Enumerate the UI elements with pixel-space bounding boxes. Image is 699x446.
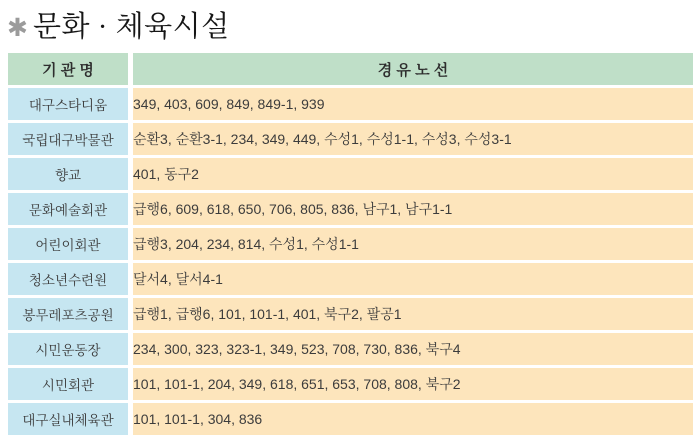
- routes-cell: 349, 403, 609, 849, 849-1, 939: [133, 88, 693, 120]
- section-title: [0, 0, 699, 46]
- routes-cell: 101, 101-1, 204, 349, 618, 651, 653, 708, 808, 북구2: [133, 368, 693, 400]
- table-row: [8, 88, 693, 120]
- institution-cell: 시민회관: [8, 368, 128, 400]
- table-row: [8, 193, 693, 225]
- routes-cell: 급행6, 609, 618, 650, 706, 805, 836, 남구1, 남구1-1: [133, 193, 693, 225]
- institution-cell: 향교: [8, 158, 128, 190]
- table-row: [8, 333, 693, 365]
- routes-cell: 순환3, 순환3-1, 234, 349, 449, 수성1, 수성1-1, 수성3, 수성3-1: [133, 123, 693, 155]
- column-header-institution: 기 관 명: [8, 53, 128, 85]
- table-row: [8, 403, 693, 435]
- routes-cell: 급행3, 204, 234, 814, 수성1, 수성1-1: [133, 228, 693, 260]
- table-header-row: [8, 53, 693, 85]
- table-row: [8, 228, 693, 260]
- institution-cell: 대구실내체육관: [8, 403, 128, 435]
- table-row: [8, 263, 693, 295]
- table-row: [8, 123, 693, 155]
- asterisk-icon: ✱: [7, 14, 28, 42]
- column-header-routes: 경 유 노 선: [133, 53, 693, 85]
- routes-cell: 101, 101-1, 304, 836: [133, 403, 693, 435]
- institution-cell: 어린이회관: [8, 228, 128, 260]
- routes-cell: 급행1, 급행6, 101, 101-1, 401, 북구2, 팔공1: [133, 298, 693, 330]
- routes-cell: 234, 300, 323, 323-1, 349, 523, 708, 730, 836, 북구4: [133, 333, 693, 365]
- institution-cell: 시민운동장: [8, 333, 128, 365]
- institution-cell: 문화예술회관: [8, 193, 128, 225]
- table-row: [8, 158, 693, 190]
- institution-cell: 청소년수련원: [8, 263, 128, 295]
- routes-cell: 달서4, 달서4-1: [133, 263, 693, 295]
- page-title: 문화 · 체육시설: [32, 10, 230, 43]
- institution-cell: 대구스타디움: [8, 88, 128, 120]
- institution-cell: 국립대구박물관: [8, 123, 128, 155]
- facilities-table: [3, 50, 698, 438]
- table-row: [8, 368, 693, 400]
- institution-cell: 봉무레포츠공원: [8, 298, 128, 330]
- table-row: [8, 298, 693, 330]
- routes-cell: 401, 동구2: [133, 158, 693, 190]
